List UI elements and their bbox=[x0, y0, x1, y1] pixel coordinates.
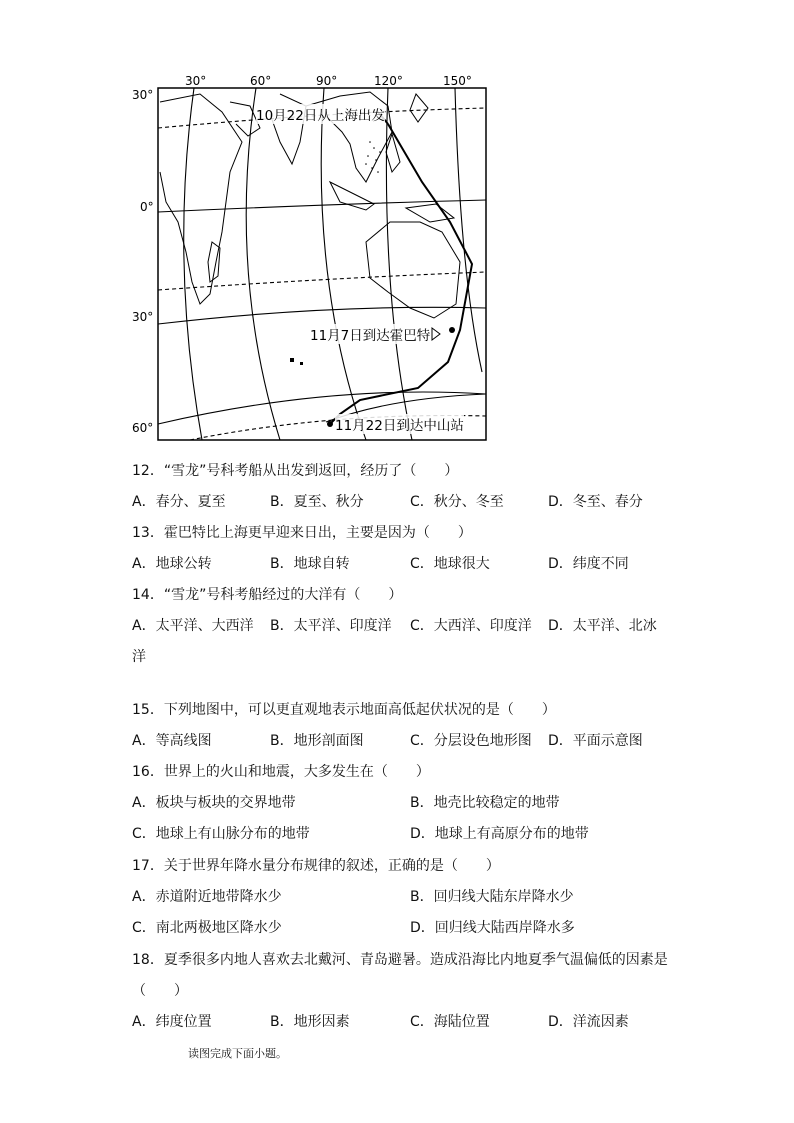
q14-option-c: C．大西洋、印度洋 bbox=[410, 618, 532, 634]
question-16-stem: 16．世界上的火山和地震，大多发生在（ ） bbox=[132, 764, 430, 780]
lon-label-150: 150° bbox=[443, 74, 472, 88]
lat-label-60s: 60° bbox=[132, 421, 154, 435]
q17-option-b: B．回归线大陆东岸降水少 bbox=[410, 889, 574, 905]
zhongshan-point bbox=[327, 421, 333, 427]
question-14-stem: 14．“雪龙”号科考船经过的大洋有（ ） bbox=[132, 587, 403, 603]
q13-option-a: A．地球公转 bbox=[132, 556, 212, 572]
q15-option-a: A．等高线图 bbox=[132, 733, 212, 749]
q16-option-c: C．地球上有山脉分布的地带 bbox=[132, 826, 310, 842]
q12-option-b: B．夏至、秋分 bbox=[270, 494, 364, 510]
q17-option-a: A．赤道附近地带降水少 bbox=[132, 889, 282, 905]
map-graphic bbox=[130, 72, 490, 444]
q13-option-b: B．地球自转 bbox=[270, 556, 350, 572]
island-1 bbox=[290, 358, 294, 362]
q15-option-b: B．地形剖面图 bbox=[270, 733, 364, 749]
lon-label-90: 90° bbox=[316, 74, 338, 88]
q16-option-a: A．板块与板块的交界地带 bbox=[132, 795, 296, 811]
lat-label-30s: 30° bbox=[132, 310, 154, 324]
reading-caption: 读图完成下面小题。 bbox=[188, 1047, 287, 1060]
q14-option-a: A．太平洋、大西洋 bbox=[132, 618, 254, 634]
q15-option-c: C．分层设色地形图 bbox=[410, 733, 532, 749]
q13-option-d: D．纬度不同 bbox=[548, 556, 629, 572]
q12-option-c: C．秋分、冬至 bbox=[410, 494, 504, 510]
route-map bbox=[130, 72, 490, 444]
note-hobart: 11月7日到达霍巴特 bbox=[310, 324, 430, 344]
lon-label-120: 120° bbox=[374, 74, 403, 88]
q18-option-a: A．纬度位置 bbox=[132, 1014, 212, 1030]
q17-option-c: C．南北两极地区降水少 bbox=[132, 920, 282, 936]
island-2 bbox=[300, 362, 303, 365]
q14-option-b: B．太平洋、印度洋 bbox=[270, 618, 392, 634]
question-18-stem: 18．夏季很多内地人喜欢去北戴河、青岛避暑。造成沿海比内地夏季气温偏低的因素是 bbox=[132, 952, 668, 968]
q18-stem-wrap: （ ） bbox=[132, 983, 188, 999]
q16-option-d: D．地球上有高原分布的地带 bbox=[410, 826, 589, 842]
q17-option-d: D．回归线大陆西岸降水多 bbox=[410, 920, 575, 936]
q14-option-d: D．太平洋、北冰 bbox=[548, 618, 657, 634]
q16-option-b: B．地壳比较稳定的地带 bbox=[410, 795, 560, 811]
lat-label-30n: 30° bbox=[132, 88, 154, 102]
lon-label-60: 60° bbox=[250, 74, 272, 88]
q13-option-c: C．地球很大 bbox=[410, 556, 490, 572]
hobart-point bbox=[449, 327, 455, 333]
question-12-stem: 12．“雪龙”号科考船从出发到返回，经历了（ ） bbox=[132, 463, 459, 479]
q15-option-d: D．平面示意图 bbox=[548, 733, 643, 749]
note-zhongshan: 11月22日到达中山站 bbox=[335, 414, 464, 434]
q18-option-b: B．地形因素 bbox=[270, 1014, 350, 1030]
question-17-stem: 17．关于世界年降水量分布规律的叙述，正确的是（ ） bbox=[132, 858, 500, 874]
q18-option-c: C．海陆位置 bbox=[410, 1014, 490, 1030]
q14-option-d-wrap: 洋 bbox=[132, 649, 146, 665]
question-13-stem: 13．霍巴特比上海更早迎来日出，主要是因为（ ） bbox=[132, 525, 472, 541]
q12-option-d: D．冬至、春分 bbox=[548, 494, 643, 510]
q18-option-d: D．洋流因素 bbox=[548, 1014, 629, 1030]
note-depart: 10月22日从上海出发 bbox=[256, 104, 385, 124]
lat-label-0: 0° bbox=[140, 200, 154, 214]
lon-label-30: 30° bbox=[185, 74, 207, 88]
question-15-stem: 15．下列地图中，可以更直观地表示地面高低起伏状况的是（ ） bbox=[132, 702, 556, 718]
q12-option-a: A．春分、夏至 bbox=[132, 494, 226, 510]
